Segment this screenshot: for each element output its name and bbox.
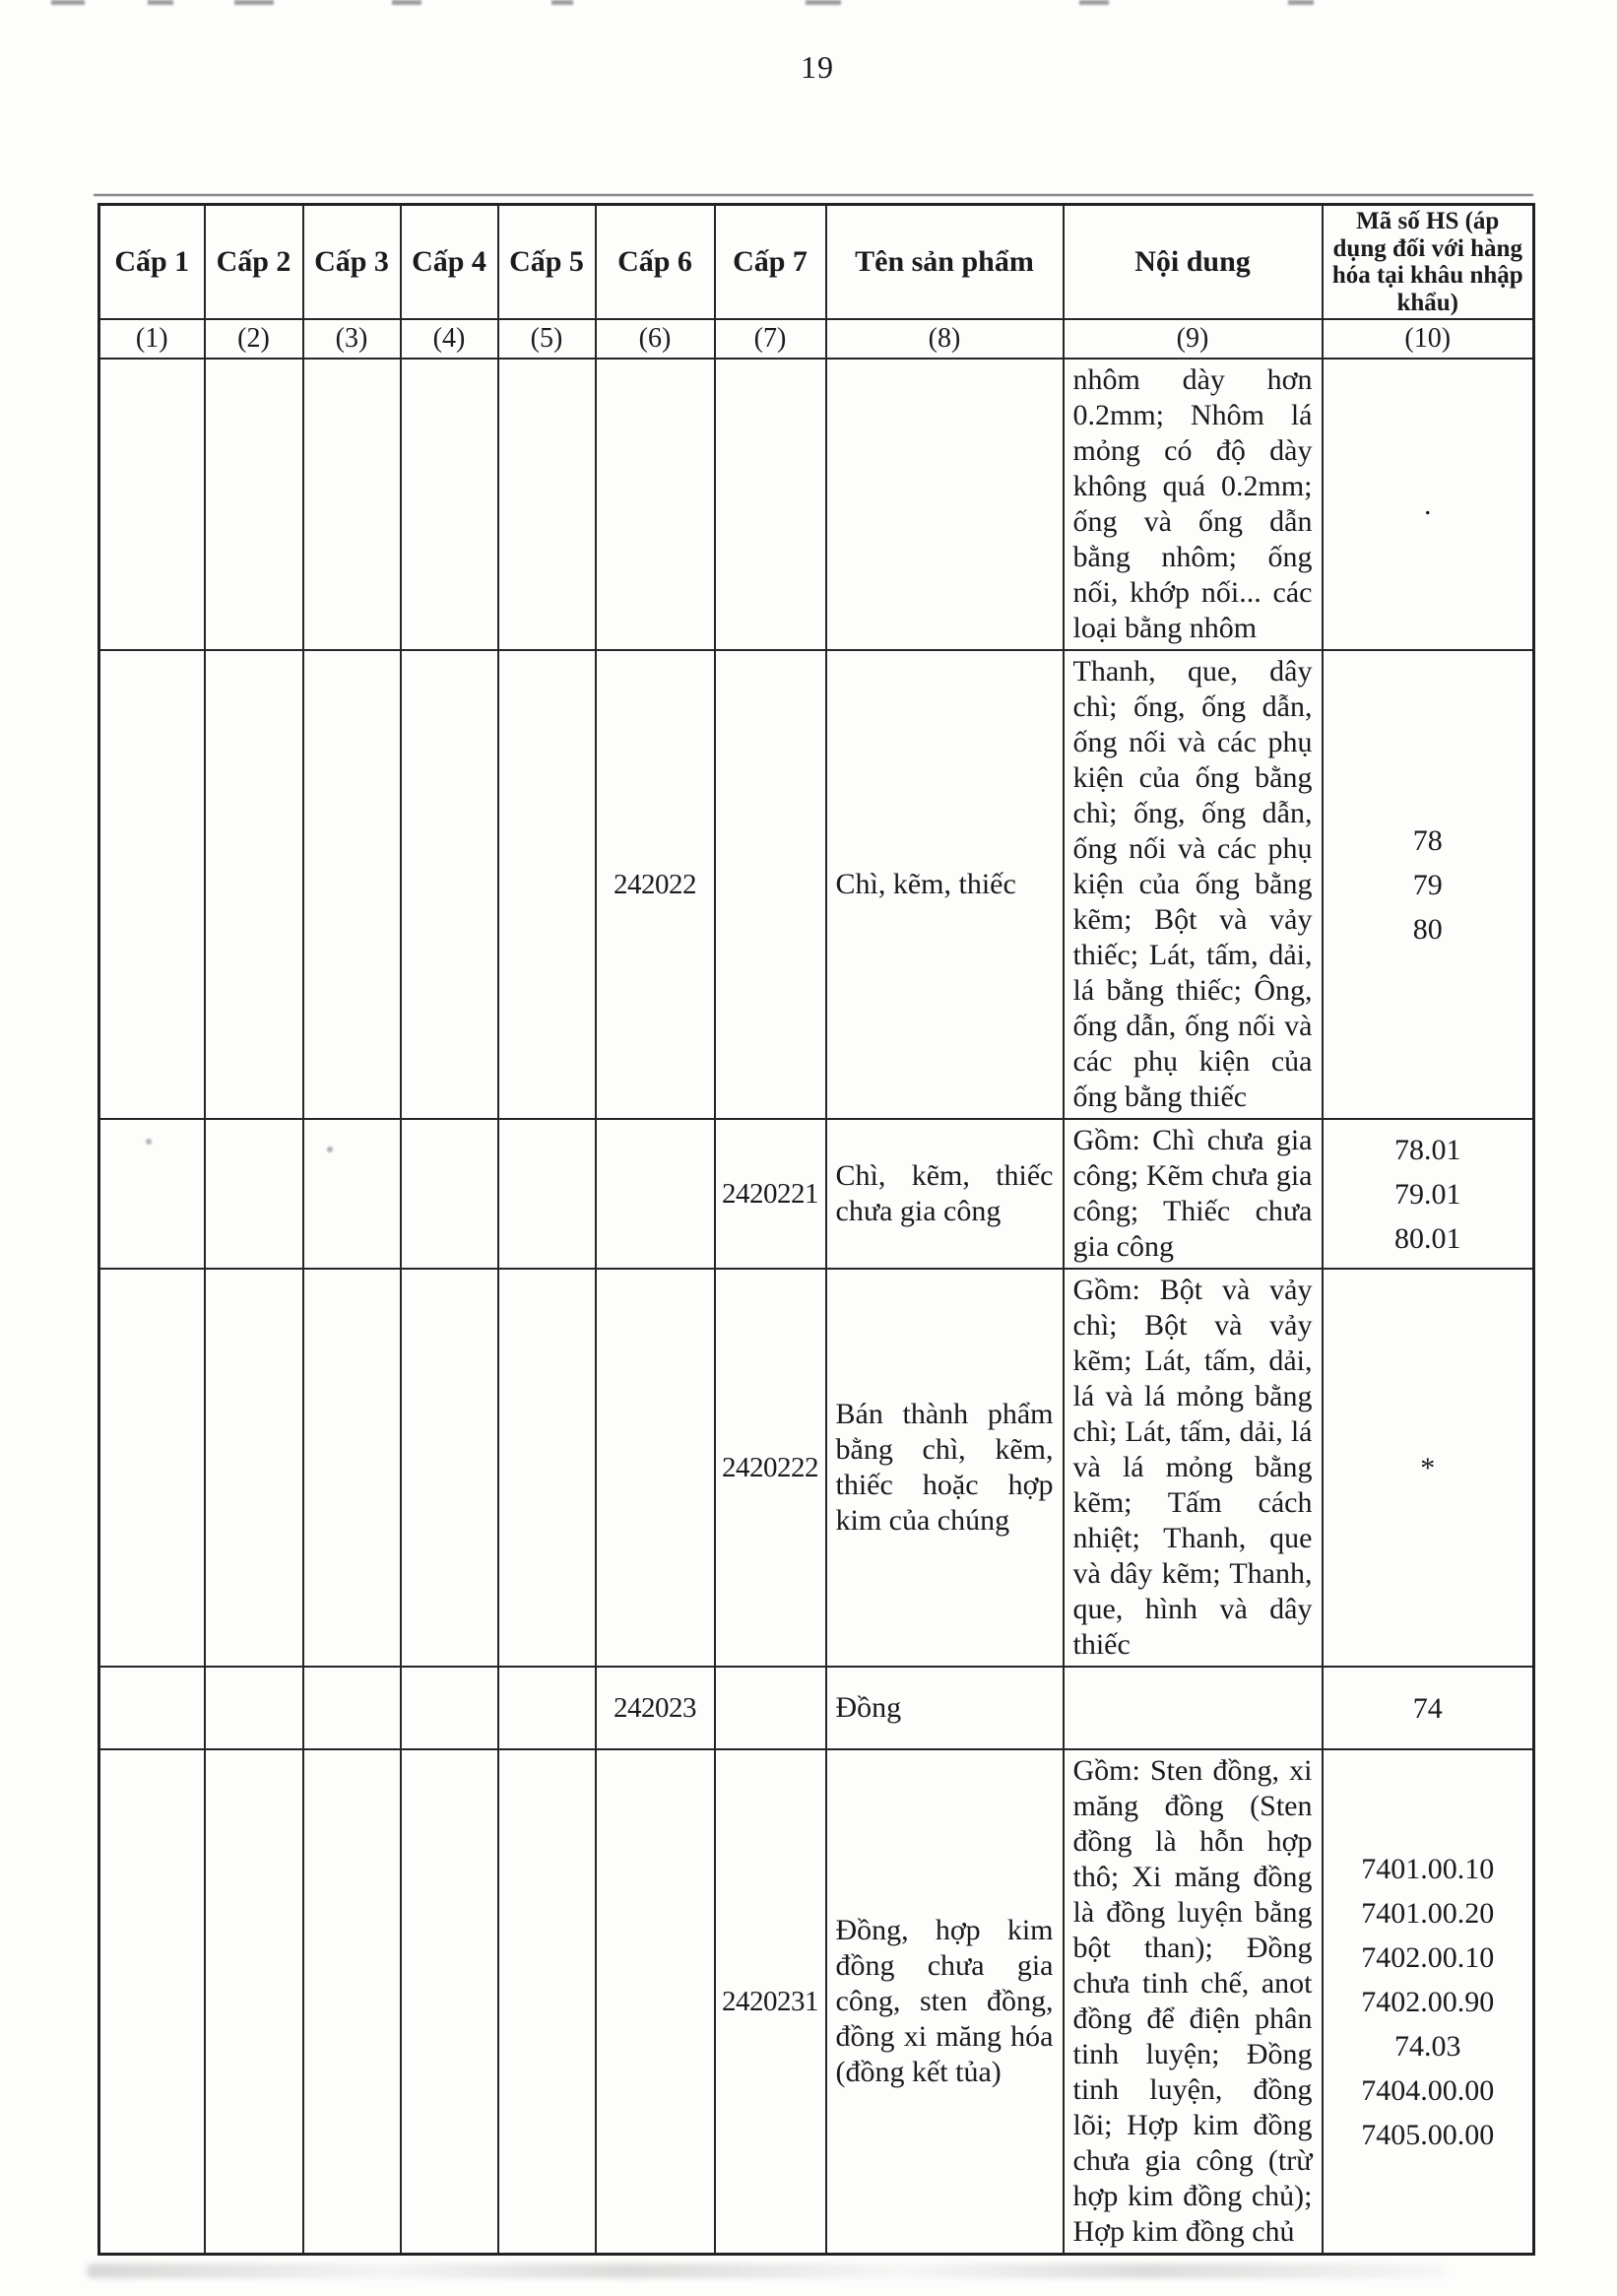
cell-cap4: [401, 1749, 498, 2255]
cell-cap3: [303, 359, 401, 650]
cell-cap7: [715, 1667, 826, 1749]
hs-code: 79: [1412, 868, 1443, 901]
cell-cap5: [498, 1667, 596, 1749]
table-head: [99, 205, 1534, 360]
page-number: 19: [801, 49, 834, 85]
table-row: [99, 1119, 1534, 1269]
table-row: [99, 1269, 1534, 1667]
cell-cap7: 2420222: [715, 1269, 826, 1667]
scan-artifact: [1288, 0, 1314, 5]
hs-code: 7401.00.10: [1361, 1852, 1495, 1885]
hs-code: 7402.00.10: [1361, 1940, 1495, 1974]
cell-cap2: [205, 1667, 303, 1749]
scan-smudge-artifact: [87, 2263, 1446, 2278]
cell-noi-dung: Gồm: Bột và vảy chì; Bột và vảy kẽm; Lát, tấm, dải, lá và lá mỏng bằng chì; Lát, tấm, dải, lá và lá mỏng bằng kẽm; Tấm cách nhiệt; Thanh, que và dây kẽm; Thanh, que, hình và dây thiếc: [1064, 1269, 1323, 1667]
cell-cap2: [205, 1119, 303, 1269]
hs-code: 80.01: [1394, 1221, 1461, 1255]
cell-cap3: [303, 1667, 401, 1749]
cell-cap5: [498, 650, 596, 1119]
cell-ten-san-pham: [826, 359, 1064, 650]
cell-cap3: [303, 1119, 401, 1269]
column-index-7: (7): [715, 319, 826, 359]
cell-noi-dung: [1064, 1667, 1323, 1749]
cell-ma-so-hs: [1323, 359, 1534, 650]
cell-cap7: 2420231: [715, 1749, 826, 2255]
column-header-1: Cấp 1: [99, 205, 205, 320]
cell-ma-so-hs: [1323, 1269, 1534, 1667]
hs-code: 7404.00.00: [1361, 2073, 1495, 2107]
cell-cap4: [401, 1119, 498, 1269]
cell-ten-san-pham: Chì, kẽm, thiếc: [826, 650, 1064, 1119]
cell-cap7: [715, 359, 826, 650]
column-header-9: Nội dung: [1064, 205, 1323, 320]
cell-cap7: 2420221: [715, 1119, 826, 1269]
scan-artifact: [234, 0, 274, 5]
cell-ten-san-pham: Chì, kẽm, thiếc chưa gia công: [826, 1119, 1064, 1269]
header-row: [99, 205, 1534, 320]
cell-cap1: [99, 1269, 205, 1667]
scan-line-artifact: [94, 194, 1533, 196]
cell-cap6: 242022: [596, 650, 715, 1119]
hs-code: 79.01: [1394, 1177, 1461, 1211]
cell-cap6: [596, 359, 715, 650]
column-index-8: (8): [826, 319, 1064, 359]
cell-cap6: [596, 1119, 715, 1269]
cell-ma-so-hs: [1323, 1749, 1534, 2255]
classification-table: [97, 203, 1535, 2256]
column-index-6: (6): [596, 319, 715, 359]
cell-cap5: [498, 359, 596, 650]
table-row: [99, 1749, 1534, 2255]
cell-cap3: [303, 1749, 401, 2255]
cell-cap4: [401, 650, 498, 1119]
table-body: [99, 359, 1534, 2255]
table-row: [99, 359, 1534, 650]
column-header-6: Cấp 6: [596, 205, 715, 320]
hs-code: *: [1420, 1451, 1436, 1484]
column-index-3: (3): [303, 319, 401, 359]
cell-noi-dung: Gồm: Chì chưa gia công; Kẽm chưa gia công; Thiếc chưa gia công: [1064, 1119, 1323, 1269]
column-header-7: Cấp 7: [715, 205, 826, 320]
column-index-2: (2): [205, 319, 303, 359]
cell-noi-dung: nhôm dày hơn 0.2mm; Nhôm lá mỏng có độ dày không quá 0.2mm; ống và ống dẫn bằng nhôm; ống nối, khớp nối... các loại bằng nhôm: [1064, 359, 1323, 650]
cell-cap5: [498, 1269, 596, 1667]
table-row: [99, 650, 1534, 1119]
cell-noi-dung: Gồm: Sten đồng, xi măng đồng (Sten đồng là hỗn hợp thô; Xi măng đồng là đồng luyện bằng bột than); Đồng chưa tinh chế, anot đồng để điện phân tinh luyện; Đồng tinh luyện, đồng lõi; Hợp kim đồng chưa gia công (trừ hợp kim đồng chủ); Hợp kim đồng chủ: [1064, 1749, 1323, 2255]
column-index-10: (10): [1323, 319, 1534, 359]
hs-code: 80: [1412, 912, 1443, 946]
cell-ten-san-pham: Đồng: [826, 1667, 1064, 1749]
scan-artifact: [1079, 0, 1109, 5]
scan-dot-artifact: [146, 1139, 152, 1145]
hs-code: 7401.00.20: [1361, 1896, 1495, 1930]
hs-code: 7402.00.90: [1361, 1985, 1495, 2018]
cell-cap6: 242023: [596, 1667, 715, 1749]
scan-artifact: [148, 0, 173, 5]
cell-ma-so-hs: [1323, 1119, 1534, 1269]
cell-cap3: [303, 650, 401, 1119]
cell-cap7: [715, 650, 826, 1119]
scan-artifact: [392, 0, 421, 5]
column-header-5: Cấp 5: [498, 205, 596, 320]
hs-code: 74: [1412, 1691, 1443, 1725]
scan-artifact: [806, 0, 841, 5]
column-header-10: Mã số HS (áp dụng đối với hàng hóa tại khâu nhập khẩu): [1323, 205, 1534, 320]
hs-code: .: [1424, 488, 1432, 521]
cell-cap2: [205, 650, 303, 1119]
cell-cap4: [401, 1269, 498, 1667]
cell-cap1: [99, 1749, 205, 2255]
column-index-row: [99, 319, 1534, 359]
cell-cap5: [498, 1749, 596, 2255]
cell-ma-so-hs: [1323, 1667, 1534, 1749]
column-index-4: (4): [401, 319, 498, 359]
scan-dot-artifact: [327, 1147, 333, 1152]
cell-ma-so-hs: [1323, 650, 1534, 1119]
cell-noi-dung: Thanh, que, dây chì; ống, ống dẫn, ống nối và các phụ kiện của ống bằng chì; ống, ống dẫn, ống nối và các phụ kiện của ống bằng kẽm; Bột và vảy thiếc; Lát, tấm, dải, lá bằng thiếc; Ông, ống dẫn, ống nối và các phụ kiện của ống bằng thiếc: [1064, 650, 1323, 1119]
cell-cap3: [303, 1269, 401, 1667]
column-header-2: Cấp 2: [205, 205, 303, 320]
cell-ten-san-pham: Đồng, hợp kim đồng chưa gia công, sten đồng, đồng xi măng hóa (đồng kết tủa): [826, 1749, 1064, 2255]
hs-code: 74.03: [1394, 2029, 1461, 2063]
scan-artifact: [51, 0, 85, 5]
column-index-5: (5): [498, 319, 596, 359]
cell-cap5: [498, 1119, 596, 1269]
cell-cap6: [596, 1269, 715, 1667]
column-index-1: (1): [99, 319, 205, 359]
cell-cap2: [205, 359, 303, 650]
table-row: [99, 1667, 1534, 1749]
cell-cap4: [401, 1667, 498, 1749]
cell-cap2: [205, 1749, 303, 2255]
column-header-8: Tên sản phẩm: [826, 205, 1064, 320]
column-index-9: (9): [1064, 319, 1323, 359]
hs-code: 78: [1412, 823, 1443, 857]
cell-cap4: [401, 359, 498, 650]
cell-cap6: [596, 1749, 715, 2255]
cell-ten-san-pham: Bán thành phẩm bằng chì, kẽm, thiếc hoặc hợp kim của chúng: [826, 1269, 1064, 1667]
cell-cap2: [205, 1269, 303, 1667]
scan-artifact: [551, 0, 573, 5]
column-header-4: Cấp 4: [401, 205, 498, 320]
cell-cap1: [99, 359, 205, 650]
hs-code: 78.01: [1394, 1133, 1461, 1166]
cell-cap1: [99, 650, 205, 1119]
cell-cap1: [99, 1119, 205, 1269]
cell-cap1: [99, 1667, 205, 1749]
column-header-3: Cấp 3: [303, 205, 401, 320]
hs-code: 7405.00.00: [1361, 2118, 1495, 2151]
